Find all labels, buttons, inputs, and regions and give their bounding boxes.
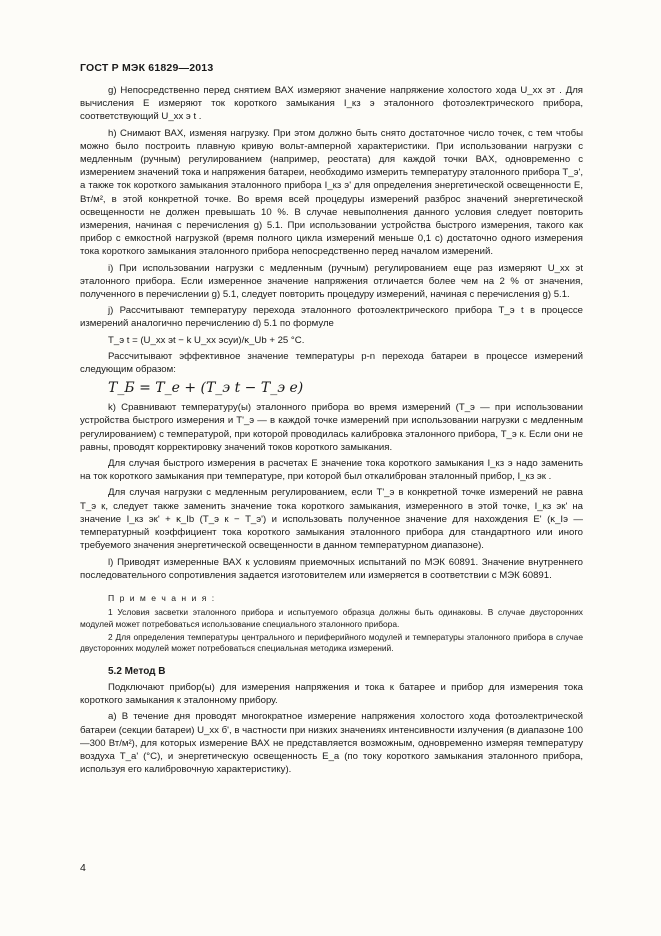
page-header: ГОСТ Р МЭК 61829—2013 xyxy=(80,62,214,74)
paragraph-k: k) Сравнивают температуру(ы) эталонного прибора во время измерений (T_э — при использовании устройства быстрого измерения и T'_э — в каждой точке измерений при использовании нагрузки с медленным регулированием) с температурой, при которой проводилась калибровка эталонного прибора, T_э к. Если они не равны, проводят корректировку значений токов короткого замыкания. xyxy=(80,402,583,453)
section-paragraph-a: а) В течение дня проводят многократное измерение напряжения холостого хода фотоэлектрической батареи (секции батареи) U_хх б', в частности при низких значениях интенсивности излучения (в диапазоне 100—300 Вт/м²), для которых измерение ВАХ не представляется возможным, одновременно измеряя температуру воздуха T_a' (°C), и энергетическую освещенность E_a (по току короткого замыкания эталонного прибора, используя его калибровочную характеристику). xyxy=(80,711,583,776)
page-content xyxy=(80,84,583,779)
note-item: 2 Для определения температуры центрального и периферийного модулей и температуры эталонного прибора в случае двусторонних модулей может потребоваться специальная методика измерений. xyxy=(80,631,583,654)
page-number: 4 xyxy=(80,862,86,874)
paragraph-j2: Рассчитывают эффективное значение температуры p-n перехода батареи в процессе измерений следующим образом: xyxy=(80,350,583,376)
paragraph-g: g) Непосредственно перед снятием ВАХ измеряют значение напряжение холостого хода U_хх эт . Для вычисления E измеряют ток короткого замыкания I_кз э эталонного фотоэлектрического прибора, соответствующий U_хх э t . xyxy=(80,85,583,123)
paragraph-j: j) Рассчитывают температуру перехода эталонного фотоэлектрического прибора T_э t в процессе измерений аналогично перечислению d) 5.1 по формуле xyxy=(80,305,583,330)
section-heading: 5.2 Метод В xyxy=(108,665,166,677)
paragraph-i: i) При использовании нагрузки с медленным (ручным) регулированием еще раз измеряют U_хх эt эталонного прибора. Если измеренное значение напряжения отличается более чем на 2 % от значения, полученного в перечислении g) 5.1, следует повторить процедуру измерений, начиная с перечисления g) 5.1. xyxy=(80,262,583,301)
note-item: 1 Условия засветки эталонного прибора и испытуемого образца должны быть одинаковы. В случае двусторонних модулей может потребоваться использование специального эталонного прибора. xyxy=(80,607,583,629)
formula-junction-temperature: T_э t = (U_хх эt − k U_хх эсуи)/κ_Ub + 25 °C. xyxy=(108,334,305,346)
paragraph-k2: Для случая быстрого измерения в расчетах E значение тока короткого замыкания I_кз э надо заменить на ток короткого замыкания при температуре, при которой был откалиброван эталонный прибор, I_кз эк . xyxy=(80,458,583,483)
notes-title: П р и м е ч а н и я : xyxy=(108,592,216,603)
paragraph-k3: Для случая нагрузки с медленным регулированием, если T'_э в конкретной точке измерений не равна T_э к, следует также заменить значение тока короткого замыкания, измеренного в этой точке, I_кз эк' на значение I_кз эк' + κ_Ib (T_э к − T_э') и использовать полученное значение для нахождения E' (κ_Iэ — температурный коэффициент тока короткого замыкания эталонного прибора для стандартного или иного требуемого значения энергетической освещенности в данном температурном диапазоне). xyxy=(80,487,583,552)
formula-battery-temperature: T_Б = T_e + (T_э t − T_э e) xyxy=(108,380,304,397)
paragraph-h: h) Снимают ВАХ, изменяя нагрузку. При этом должно быть снято достаточное число точек, с тем чтобы можно было построить плавную кривую вольт-амперной характеристики. При использовании нагрузки с медленным (ручным) регулированием (например, реостата) для каждой точки ВАХ, одновременно с измерением значений тока и напряжения батареи, необходимо измерить температуру эталонного прибора T_э', а также ток короткого замыкания эталонного прибора I_кз э' для определения энергетической освещенности E, Вт/м², в этой конкретной точке. Во время всей процедуры измерений разброс значений энергетической освещенности не должен превышать 10 %. В случае невыполнения данного условия следует повторить измерения, начиная с перечисления g) 5.1. При использовании устройства быстрого измерения, такого как прибор с емкостной нагрузкой (время полного цикла измерений меньше 0,1 с) достаточно одного измерения тока короткого замыкания эталонного прибора непосредственно перед началом измерений. xyxy=(80,127,583,258)
section-paragraph: Подключают прибор(ы) для измерения напряжения и тока к батарее и прибор для измерения тока короткого замыкания к эталонному прибору. xyxy=(80,681,583,707)
paragraph-l: l) Приводят измеренные ВАХ к условиям приемочных испытаний по МЭК 60891. Значение внутреннего последовательного сопротивления задается изготовителем или измеряется в соответствии с МЭК 60891. xyxy=(80,556,583,581)
